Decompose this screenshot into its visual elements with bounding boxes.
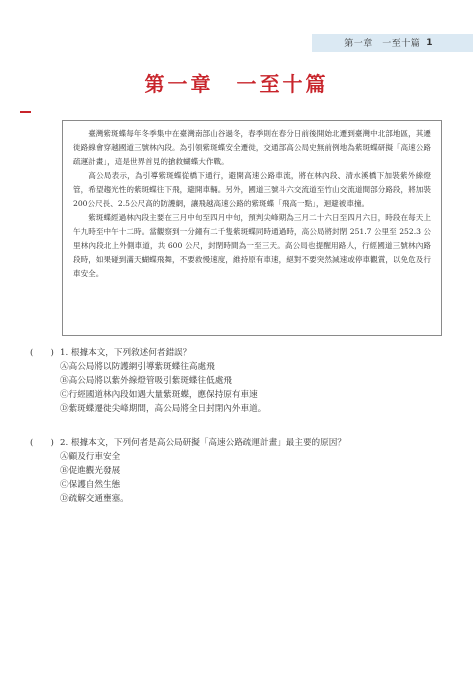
chapter-title: 第一章 一至十篇 [144, 72, 329, 96]
decorative-dash [20, 111, 31, 113]
option-d[interactable]: Ⓓ疏解交通壅塞。 [60, 494, 129, 504]
option-b[interactable]: Ⓑ高公局將以紫外線燈管吸引紫斑蝶往低處飛 [60, 376, 232, 386]
answer-blank[interactable]: ( ) [30, 438, 54, 448]
article-paragraph-1: 臺灣紫斑蝶每年冬季集中在臺灣南部山谷過冬，春季則在春分日前後開始北遷到臺灣中北部地區，其遷徙路線會穿越國道三號林內段。為引領紫斑蝶安全遷徙，交通部高公局史無前例地為紫斑蝶研擬「高速公路疏運計畫」，這是世界首見的搶救蝴蝶大作戰。 [73, 129, 431, 166]
question-2 [30, 436, 346, 506]
article-paragraph-3: 紫斑蝶經過林內段主要在三月中旬至四月中旬，預判尖峰期為三月二十六日至四月六日，時段在每天上午九時至中午十二時。當觀察到一分鐘有二千隻紫斑蝶同時通過時，高公局將封閉 251.7 公里至 252.3 公里林內段北上外側車道，共 600 公尺，封閉時間為一至三天。高公局也提醒用路人，行經國道三號林內路段時，如果碰到滿天蝴蝶飛舞，不要救慢速度，維持原有車速，絕對不要突然減速或停車觀賞，以免危及行車安全。 [73, 213, 431, 278]
option-list [60, 450, 346, 506]
option-a[interactable]: Ⓐ顧及行車安全 [60, 452, 121, 462]
option-c[interactable]: Ⓒ保護自然生態 [60, 480, 121, 490]
option-d[interactable]: Ⓓ紫斑蝶遷徙尖峰期間，高公局將全日封閉內外車道。 [60, 404, 267, 414]
page-number: 1 [426, 37, 433, 48]
question-1 [30, 346, 266, 416]
question-stem: 2. 根據本文，下列何者是高公局研擬「高速公路疏運計畫」最主要的原因？ [60, 438, 346, 448]
header-chapter-label: 第一章 一至十篇 [344, 39, 421, 49]
article-box [62, 120, 442, 336]
running-header [344, 36, 433, 49]
article-paragraph-2: 高公局表示，為引導紫斑蝶從橋下通行，避開高速公路車流，將在林內段、清水溪橋下加裝紫外線燈管，希望趨光性的紫斑蝶往下飛，避開車輛。另外，國道三號斗六交流道至竹山交流道間部分路段，將加裝200公尺長、2.5公尺高的防護網，讓飛越高速公路的紫斑蝶「飛高一點」，迴避被車撞。 [73, 171, 431, 208]
option-c[interactable]: Ⓒ行經國道林內段如遇大量紫斑蝶，應保持原有車速 [60, 390, 258, 400]
question-stem: 1. 根據本文，下列敘述何者錯誤？ [60, 348, 192, 358]
answer-blank[interactable]: ( ) [30, 348, 54, 358]
option-b[interactable]: Ⓑ促進觀光發展 [60, 466, 121, 476]
option-list [60, 360, 266, 416]
option-a[interactable]: Ⓐ高公局將以防護網引導紫斑蝶往高處飛 [60, 362, 215, 372]
